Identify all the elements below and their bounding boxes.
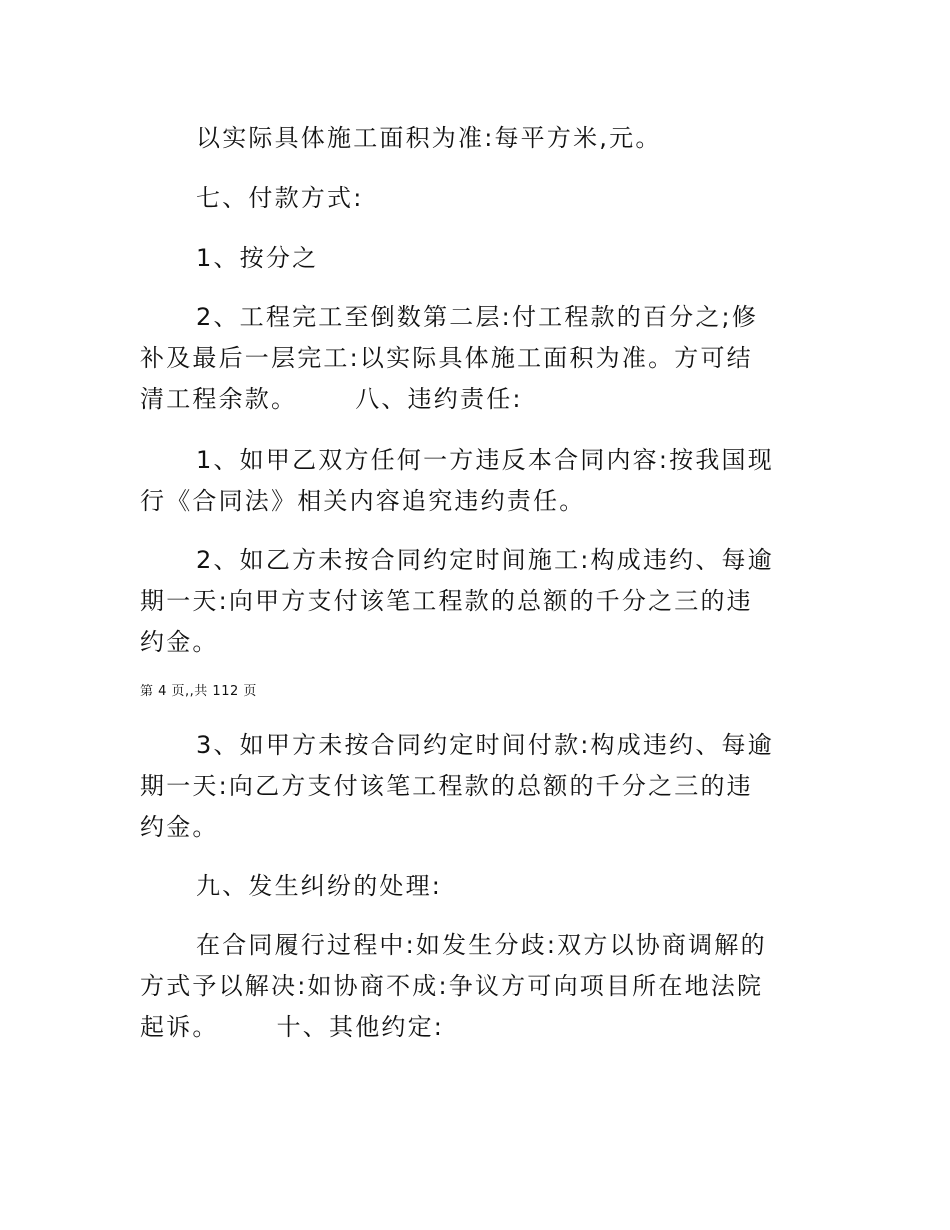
text-line: 1、按分之 (196, 244, 319, 272)
text-line: 在合同履行过程中:如发生分歧:双方以协商调解的 (196, 931, 767, 959)
text-line: 约金。 (140, 628, 219, 656)
heading-dispute-resolution (140, 866, 815, 907)
paragraph-breach-2 (140, 540, 815, 663)
text-line: 2、工程完工至倒数第二层:付工程款的百分之;修 (196, 303, 759, 331)
text-line: 补及最后一层完工:以实际具体施工面积为准。方可结 (140, 344, 753, 372)
paragraph-unit-price (140, 118, 815, 159)
text-line: 1、如甲乙双方任何一方违反本合同内容:按我国现 (196, 446, 774, 474)
text-segment: 清工程余款。 (140, 385, 298, 413)
text-line: 方式予以解决:如协商不成:争议方可向项目所在地法院 (140, 972, 764, 1000)
heading-breach-liability: 八、违约责任: (355, 385, 523, 413)
text-line: 2、如乙方未按合同约定时间施工:构成违约、每逾 (196, 546, 774, 574)
paragraph-breach-1 (140, 440, 815, 522)
text-line (140, 379, 815, 420)
text-line: 期一天:向乙方支付该笔工程款的总额的千分之三的违 (140, 772, 753, 800)
paragraph-breach-3 (140, 725, 815, 848)
heading-other-terms: 十、其他约定: (276, 1013, 445, 1041)
text-line: 3、如甲方未按合同约定时间付款:构成违约、每逾 (196, 731, 774, 759)
paragraph-dispute (140, 925, 815, 1048)
text-line: 以实际具体施工面积为准:每平方米,元。 (196, 124, 662, 152)
text-line: 约金。 (140, 813, 219, 841)
paragraph-payment-1 (140, 238, 815, 279)
page-number-footer: 第 4 页,,共 112 页 (140, 684, 257, 699)
paragraph-payment-2 (140, 297, 815, 420)
text-line (140, 1007, 815, 1048)
text-line: 期一天:向甲方支付该笔工程款的总额的千分之三的违 (140, 587, 753, 615)
text-line: 行《合同法》相关内容追究违约责任。 (140, 487, 586, 515)
text-segment: 起诉。 (140, 1013, 219, 1041)
text-line: 九、发生纠纷的处理: (196, 872, 443, 900)
text-line: 七、付款方式: (196, 184, 364, 212)
heading-payment-method (140, 178, 815, 219)
